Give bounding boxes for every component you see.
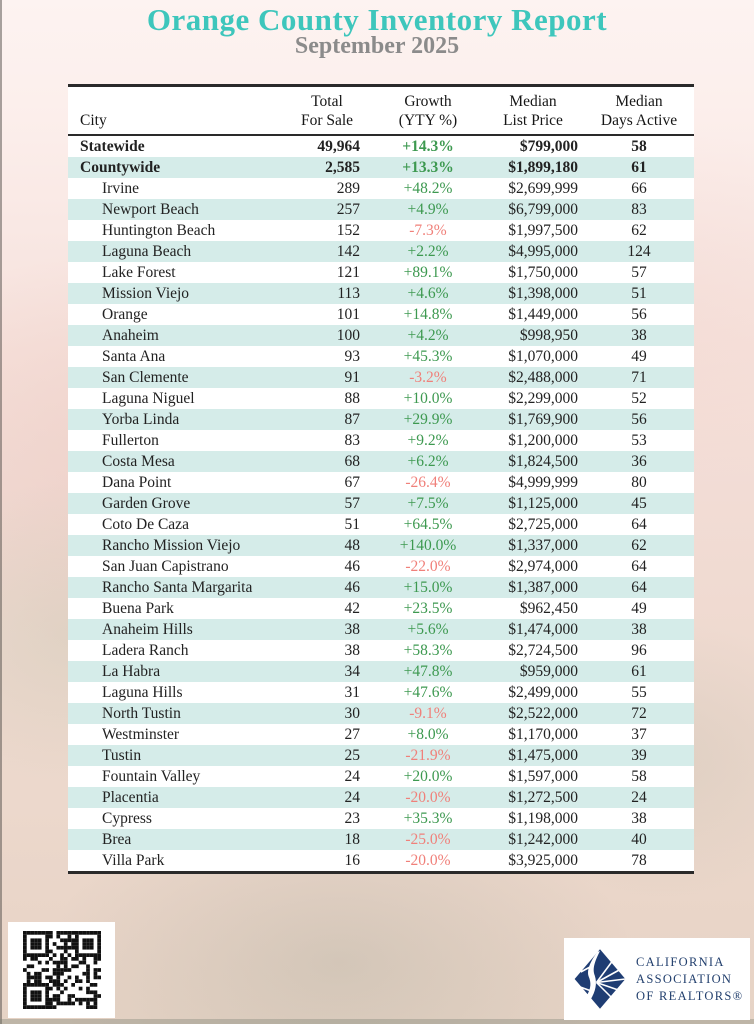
median-days-active-cell: 45 [631,495,647,512]
median-list-price-cell: $1,200,000 [508,432,578,449]
median-days-active-cell: 58 [631,768,647,785]
city-cell: Ladera Ranch [102,642,189,659]
column-header-city [68,87,280,135]
median-list-price-cell: $2,488,000 [508,369,578,386]
total-for-sale-cell: 46 [344,558,360,575]
median-list-price-cell: $2,974,000 [508,558,578,575]
city-cell: Cypress [102,810,152,827]
total-for-sale-cell: 289 [336,180,360,197]
city-cell: Costa Mesa [102,453,175,470]
total-for-sale-cell: 38 [344,642,360,659]
table-row [68,367,694,388]
median-days-active-cell: 56 [631,306,647,323]
table-row [68,178,694,199]
table-row [68,199,694,220]
growth-cell: +64.5% [403,516,453,533]
total-for-sale-cell: 30 [344,705,360,722]
header-line: Growth [404,93,452,110]
median-days-active-cell: 61 [631,663,647,680]
median-list-price-cell: $2,499,000 [508,684,578,701]
header-line: Median [615,93,663,110]
growth-cell: +47.6% [403,684,453,701]
header-line: Days Active [600,112,678,129]
median-list-price-cell: $998,950 [519,327,578,344]
total-for-sale-cell: 83 [344,432,360,449]
city-cell: San Clemente [102,369,189,386]
column-header-median-list-price [482,87,584,135]
total-for-sale-cell: 93 [344,348,360,365]
car-logo-line: OF REALTORS® [636,988,744,1003]
growth-cell: +48.2% [403,180,453,197]
inventory-table [68,87,694,871]
table-row [68,472,694,493]
growth-cell: +7.5% [407,495,449,512]
car-logo [564,938,750,1020]
city-cell: Irvine [102,180,140,197]
median-days-active-cell: 49 [631,348,647,365]
median-days-active-cell: 24 [631,789,647,806]
city-cell: Dana Point [102,474,172,491]
total-for-sale-cell: 100 [336,327,360,344]
growth-cell: +10.0% [403,390,453,407]
growth-cell: +47.8% [403,663,453,680]
column-header-median-days-active [584,87,694,135]
city-cell: San Juan Capistrano [102,558,229,575]
median-days-active-cell: 64 [631,516,647,533]
growth-cell: +4.6% [407,285,449,302]
city-cell: Laguna Beach [102,243,192,260]
total-for-sale-cell: 91 [344,369,360,386]
table-row [68,640,694,661]
table-row [68,724,694,745]
median-days-active-cell: 58 [631,138,647,155]
median-list-price-cell: $1,769,900 [508,411,578,428]
total-for-sale-cell: 24 [344,789,360,806]
total-for-sale-cell: 31 [344,684,360,701]
median-days-active-cell: 61 [631,159,647,176]
city-cell: Rancho Santa Margarita [102,579,253,596]
car-logo-line: CALIFORNIA [636,954,725,969]
median-list-price-cell: $1,337,000 [508,537,578,554]
city-cell: Yorba Linda [102,411,180,428]
growth-cell: +14.3% [402,138,454,155]
median-days-active-cell: 71 [631,369,647,386]
car-logo-line: ASSOCIATION [636,971,733,986]
table-row [68,135,694,157]
table-body [68,135,694,871]
median-days-active-cell: 55 [631,684,647,701]
median-list-price-cell: $2,725,000 [508,516,578,533]
city-cell: Villa Park [102,852,165,869]
median-list-price-cell: $1,242,000 [508,831,578,848]
median-list-price-cell: $4,999,999 [508,474,578,491]
growth-cell: +2.2% [407,243,449,260]
total-for-sale-cell: 34 [344,663,360,680]
total-for-sale-cell: 49,964 [317,138,360,155]
city-cell: Fullerton [102,432,159,449]
median-days-active-cell: 49 [631,600,647,617]
total-for-sale-cell: 57 [344,495,360,512]
total-for-sale-cell: 42 [344,600,360,617]
growth-cell: +6.2% [407,453,449,470]
median-list-price-cell: $1,597,000 [508,768,578,785]
growth-cell: +4.9% [407,201,449,218]
city-cell: Rancho Mission Viejo [102,537,241,554]
total-for-sale-cell: 24 [344,768,360,785]
city-cell: Statewide [80,138,145,155]
median-list-price-cell: $1,899,180 [508,159,578,176]
table-row [68,598,694,619]
median-list-price-cell: $2,299,000 [508,390,578,407]
total-for-sale-cell: 152 [336,222,360,239]
median-days-active-cell: 37 [631,726,647,743]
city-cell: Westminster [102,726,180,743]
median-days-active-cell: 39 [631,747,647,764]
table-row [68,346,694,367]
growth-cell: +9.2% [407,432,449,449]
city-cell: Santa Ana [102,348,166,365]
median-list-price-cell: $799,000 [519,138,578,155]
median-list-price-cell: $1,474,000 [508,621,578,638]
growth-cell: +29.9% [403,411,453,428]
median-days-active-cell: 52 [631,390,647,407]
table-row [68,787,694,808]
city-cell: Newport Beach [102,201,199,218]
median-list-price-cell: $1,387,000 [508,579,578,596]
city-cell: Laguna Niguel [102,390,195,407]
table-row [68,577,694,598]
inventory-table-panel [68,84,694,874]
median-list-price-cell: $6,799,000 [508,201,578,218]
growth-cell: -22.0% [405,558,451,575]
growth-cell: +14.8% [403,306,453,323]
total-for-sale-cell: 87 [344,411,360,428]
median-days-active-cell: 80 [631,474,647,491]
table-row [68,451,694,472]
city-cell: Orange [102,306,148,323]
table-row [68,850,694,871]
growth-cell: -25.0% [405,831,451,848]
total-for-sale-cell: 101 [336,306,360,323]
growth-cell: -21.9% [405,747,451,764]
page-title: Orange County Inventory Report [146,2,608,37]
city-cell: Anaheim Hills [102,621,193,638]
city-cell: Brea [102,831,132,848]
median-list-price-cell: $962,450 [519,600,578,617]
growth-cell: +4.2% [407,327,449,344]
car-emblem-icon [572,947,628,1011]
median-list-price-cell: $3,925,000 [508,852,578,869]
header-line: City [80,112,107,129]
table-row [68,703,694,724]
header-row [68,87,694,135]
city-cell: Fountain Valley [102,768,201,785]
table-row [68,661,694,682]
page-subtitle: September 2025 [294,33,460,59]
car-logo-text [636,954,743,1005]
total-for-sale-cell: 121 [336,264,360,281]
table-row [68,745,694,766]
table-row [68,409,694,430]
table-row [68,325,694,346]
qr-code [8,922,115,1018]
table-header [68,87,694,135]
total-for-sale-cell: 142 [336,243,360,260]
total-for-sale-cell: 68 [344,453,360,470]
column-header-growth [374,87,482,135]
median-days-active-cell: 64 [631,558,647,575]
median-days-active-cell: 38 [631,327,647,344]
growth-cell: +20.0% [403,768,453,785]
growth-cell: +8.0% [407,726,449,743]
total-for-sale-cell: 18 [344,831,360,848]
city-cell: Lake Forest [102,264,176,281]
median-list-price-cell: $1,198,000 [508,810,578,827]
city-cell: Tustin [102,747,142,764]
table-row [68,808,694,829]
header-line: List Price [503,112,563,129]
median-list-price-cell: $959,000 [519,663,578,680]
table-row [68,556,694,577]
qr-pattern [23,931,101,1009]
header-line: (YTY %) [398,112,458,129]
city-cell: North Tustin [102,705,181,722]
median-list-price-cell: $1,750,000 [508,264,578,281]
city-cell: Buena Park [102,600,174,617]
total-for-sale-cell: 2,585 [325,159,360,176]
median-days-active-cell: 38 [631,810,647,827]
median-days-active-cell: 64 [631,579,647,596]
table-row [68,241,694,262]
growth-cell: +5.6% [407,621,449,638]
total-for-sale-cell: 16 [344,852,360,869]
total-for-sale-cell: 23 [344,810,360,827]
column-header-total-for-sale [280,87,374,135]
median-list-price-cell: $2,522,000 [508,705,578,722]
growth-cell: -3.2% [409,369,447,386]
median-list-price-cell: $1,449,000 [508,306,578,323]
median-days-active-cell: 72 [631,705,647,722]
table-row [68,304,694,325]
table-row [68,766,694,787]
median-list-price-cell: $1,125,000 [508,495,578,512]
city-cell: Laguna Hills [102,684,183,701]
growth-cell: +23.5% [403,600,453,617]
city-cell: Placentia [102,789,159,806]
total-for-sale-cell: 48 [344,537,360,554]
total-for-sale-cell: 46 [344,579,360,596]
growth-cell: +89.1% [403,264,453,281]
total-for-sale-cell: 38 [344,621,360,638]
median-list-price-cell: $4,995,000 [508,243,578,260]
city-cell: Mission Viejo [102,285,190,302]
table-row [68,220,694,241]
total-for-sale-cell: 113 [337,285,360,302]
total-for-sale-cell: 27 [344,726,360,743]
median-list-price-cell: $1,824,500 [508,453,578,470]
median-days-active-cell: 62 [631,537,647,554]
median-list-price-cell: $2,724,500 [508,642,578,659]
median-list-price-cell: $1,272,500 [508,789,578,806]
median-list-price-cell: $1,475,000 [508,747,578,764]
growth-cell: +45.3% [403,348,453,365]
total-for-sale-cell: 88 [344,390,360,407]
median-days-active-cell: 78 [631,852,647,869]
header-line: For Sale [300,112,354,129]
table-row [68,535,694,556]
table-row [68,682,694,703]
total-for-sale-cell: 257 [336,201,360,218]
total-for-sale-cell: 51 [344,516,360,533]
header-line: Total [311,93,343,110]
median-list-price-cell: $1,997,500 [508,222,578,239]
table-row [68,514,694,535]
table-row [68,493,694,514]
median-list-price-cell: $1,170,000 [508,726,578,743]
median-days-active-cell: 57 [631,264,647,281]
city-cell: Huntington Beach [102,222,216,239]
median-days-active-cell: 66 [631,180,647,197]
median-days-active-cell: 36 [631,453,647,470]
median-list-price-cell: $1,398,000 [508,285,578,302]
growth-cell: -9.1% [409,705,447,722]
median-list-price-cell: $1,070,000 [508,348,578,365]
median-days-active-cell: 51 [631,285,647,302]
growth-cell: -7.3% [409,222,447,239]
table-row [68,430,694,451]
median-days-active-cell: 83 [631,201,647,218]
median-days-active-cell: 53 [631,432,647,449]
header-line: Median [509,93,557,110]
table-row [68,157,694,178]
median-days-active-cell: 56 [631,411,647,428]
growth-cell: +35.3% [403,810,453,827]
city-cell: La Habra [102,663,161,680]
city-cell: Coto De Caza [102,516,189,533]
city-cell: Countywide [80,159,161,176]
median-days-active-cell: 38 [631,621,647,638]
growth-cell: -20.0% [405,852,451,869]
median-days-active-cell: 62 [631,222,647,239]
table-row [68,619,694,640]
median-days-active-cell: 96 [631,642,647,659]
total-for-sale-cell: 25 [344,747,360,764]
median-days-active-cell: 40 [631,831,647,848]
growth-cell: +13.3% [402,159,454,176]
total-for-sale-cell: 67 [344,474,360,491]
growth-cell: +15.0% [403,579,453,596]
growth-cell: -26.4% [405,474,451,491]
growth-cell: +58.3% [403,642,453,659]
median-list-price-cell: $2,699,999 [508,180,578,197]
table-row [68,829,694,850]
median-days-active-cell: 124 [627,243,651,260]
table-row [68,262,694,283]
growth-cell: -20.0% [405,789,451,806]
table-row [68,283,694,304]
photo-left-edge [0,0,2,1024]
table-row [68,388,694,409]
city-cell: Garden Grove [102,495,191,512]
growth-cell: +140.0% [399,537,457,554]
city-cell: Anaheim [102,327,159,344]
